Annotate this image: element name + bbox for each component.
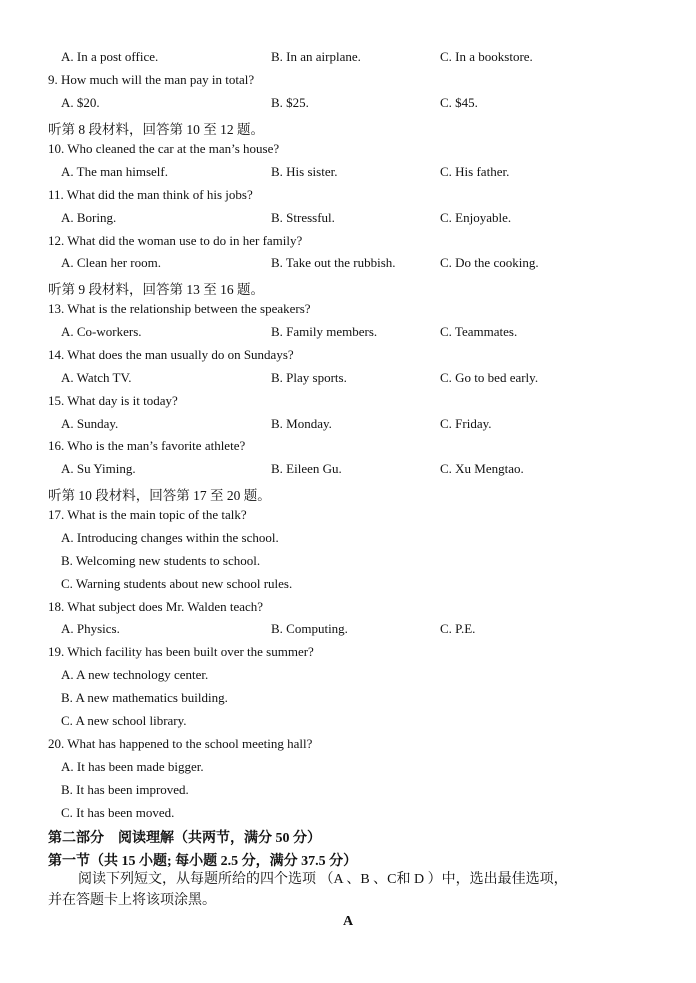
option-b: B. His sister. (271, 164, 338, 179)
option-c: C. Go to bed early. (440, 370, 539, 385)
passage-letter: A (342, 914, 354, 929)
option-c: C. His father. (440, 164, 510, 179)
option-a: A. In a post office. (61, 49, 159, 64)
question-text: 16. Who is the man’s favorite athlete? (48, 438, 246, 453)
instruction-line2: 并在答题卡上将该项涂黑。 (48, 893, 216, 908)
option-c: C. Enjoyable. (440, 210, 512, 225)
option-b: B. Monday. (271, 416, 332, 431)
option-line: A. It has been made bigger. (61, 759, 204, 774)
option-line: C. A new school library. (61, 713, 187, 728)
option-a: A. Clean her room. (61, 255, 162, 270)
option-line: C. Warning students about new school rules. (61, 576, 293, 591)
option-b: B. Take out the rubbish. (271, 255, 396, 270)
option-c: C. Teammates. (440, 324, 518, 339)
section-instruction: 听第 8 段材料，回答第 10 至 12 题。 (48, 122, 264, 137)
option-b: B. Eileen Gu. (271, 461, 342, 476)
instruction-line1: 阅读下列短文，从每题所给的四个选项 （A 、B 、C和 D ）中，选出最佳选项， (78, 872, 568, 887)
question-text: 14. What does the man usually do on Sundays? (48, 347, 294, 362)
option-c: C. $45. (440, 95, 478, 110)
question-text: 17. What is the main topic of the talk? (48, 507, 247, 522)
question-text: 9. How much will the man pay in total? (48, 72, 255, 87)
option-a: A. $20. (61, 95, 100, 110)
question-text: 15. What day is it today? (48, 393, 178, 408)
option-b: B. Family members. (271, 324, 378, 339)
question-text: 20. What has happened to the school meeting hall? (48, 736, 313, 751)
option-c: C. P.E. (440, 621, 476, 636)
question-text: 19. Which facility has been built over the summer? (48, 644, 314, 659)
question-text: 13. What is the relationship between the speakers? (48, 301, 311, 316)
option-line: A. A new technology center. (61, 667, 209, 682)
option-b: B. In an airplane. (271, 49, 361, 64)
option-line: C. It has been moved. (61, 805, 175, 820)
section1-heading: 第一节（共 15 小题; 每小题 2.5 分，满分 37.5 分） (48, 854, 358, 869)
option-a: A. Boring. (61, 210, 117, 225)
option-b: B. Computing. (271, 621, 348, 636)
option-a: A. The man himself. (61, 164, 168, 179)
option-line: A. Introducing changes within the school. (61, 530, 279, 545)
option-c: C. Xu Mengtao. (440, 461, 524, 476)
question-text: 12. What did the woman use to do in her family? (48, 233, 303, 248)
option-b: B. Stressful. (271, 210, 335, 225)
option-a: A. Sunday. (61, 416, 119, 431)
option-c: C. Friday. (440, 416, 492, 431)
option-a: A. Watch TV. (61, 370, 132, 385)
option-line: B. Welcoming new students to school. (61, 553, 261, 568)
option-line: B. It has been improved. (61, 782, 189, 797)
part2-heading: 第二部分 阅读理解（共两节，满分 50 分） (48, 831, 321, 846)
option-c: C. In a bookstore. (440, 49, 533, 64)
option-a: A. Su Yiming. (61, 461, 136, 476)
option-b: B. Play sports. (271, 370, 347, 385)
question-text: 10. Who cleaned the car at the man’s house? (48, 141, 280, 156)
question-text: 18. What subject does Mr. Walden teach? (48, 599, 264, 614)
option-line: B. A new mathematics building. (61, 690, 228, 705)
option-c: C. Do the cooking. (440, 255, 539, 270)
option-b: B. $25. (271, 95, 309, 110)
section-instruction: 听第 10 段材料，回答第 17 至 20 题。 (48, 488, 271, 503)
option-a: A. Co-workers. (61, 324, 142, 339)
question-text: 11. What did the man think of his jobs? (48, 187, 253, 202)
section-instruction: 听第 9 段材料，回答第 13 至 16 题。 (48, 282, 264, 297)
option-a: A. Physics. (61, 621, 120, 636)
